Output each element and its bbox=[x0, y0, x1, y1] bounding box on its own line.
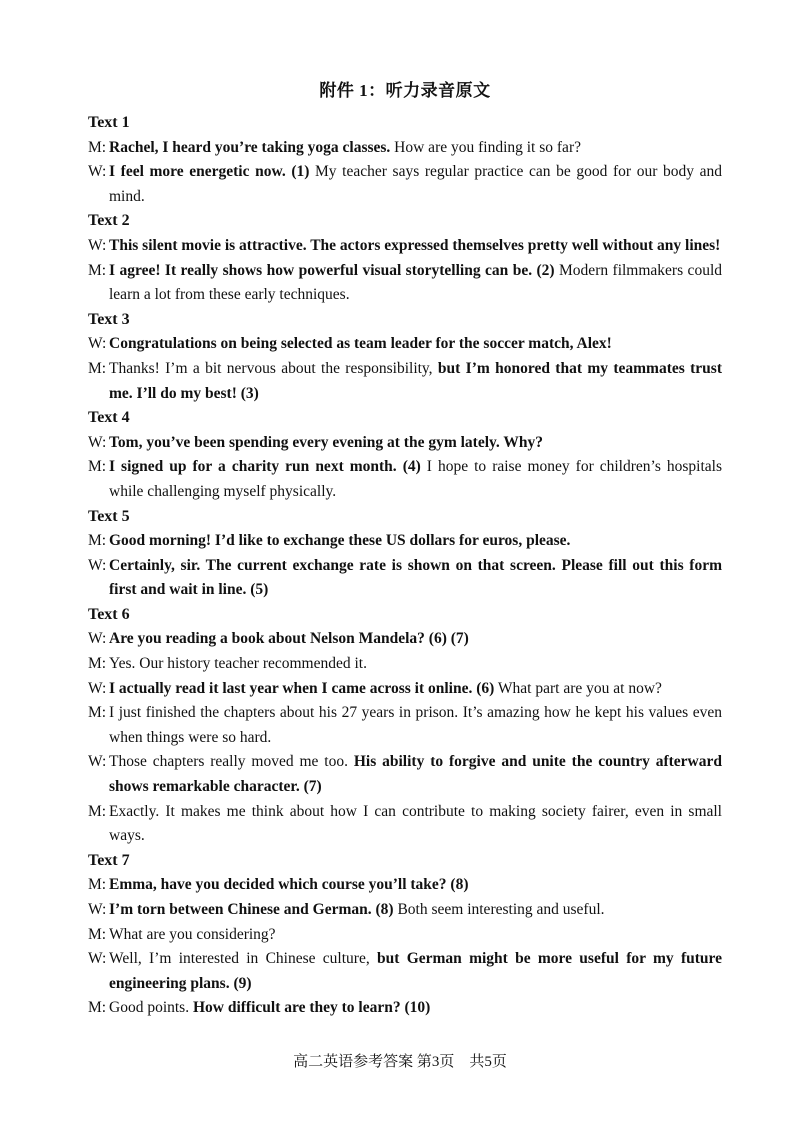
bold-answer-text: Rachel, I heard you’re taking yoga classes. bbox=[109, 138, 391, 156]
plain-text: Modern filmmakers could learn a lot from these early techniques. bbox=[109, 261, 722, 304]
plain-text: Yes. Our history teacher recommended it. bbox=[109, 655, 367, 673]
plain-text: Those chapters really moved me too. bbox=[109, 753, 348, 771]
plain-text: I hope to raise money for children’s hospitals while challenging myself physically. bbox=[109, 458, 723, 500]
utterance-text bbox=[109, 800, 722, 849]
dialogue-line bbox=[88, 529, 722, 554]
speaker-label: M: bbox=[88, 802, 107, 820]
dialogue-line bbox=[88, 800, 722, 849]
dialogue-line bbox=[88, 677, 722, 702]
utterance-text bbox=[109, 627, 722, 652]
speaker-label: W: bbox=[88, 630, 107, 648]
bold-answer-text: I actually read it last year when I came across it online. (6) bbox=[109, 679, 495, 697]
utterance-text bbox=[109, 529, 722, 554]
speaker-label: W: bbox=[88, 433, 107, 451]
dialogue-line bbox=[88, 750, 722, 799]
dialogue-line bbox=[88, 923, 722, 948]
bold-answer-text: This silent movie is attractive. The actors expressed themselves pretty well without any lines! bbox=[109, 236, 721, 254]
plain-text: What are you considering? bbox=[109, 925, 276, 943]
dialogue-line bbox=[88, 160, 722, 209]
utterance-text bbox=[109, 652, 722, 677]
speaker-label: M: bbox=[88, 458, 107, 476]
speaker-label: W: bbox=[88, 753, 107, 771]
section-heading: Text 1 bbox=[88, 114, 130, 131]
speaker-label: W: bbox=[88, 335, 107, 353]
bold-answer-text: I agree! It really shows how powerful visual storytelling can be. (2) bbox=[109, 261, 555, 279]
bold-answer-text: Tom, you’ve been spending every evening at the gym lately. Why? bbox=[109, 433, 544, 451]
bold-answer-text: Good morning! I’d like to exchange these US dollars for euros, please. bbox=[109, 532, 571, 550]
plain-text: How are you finding it so far? bbox=[390, 138, 581, 156]
speaker-label: M: bbox=[88, 876, 107, 894]
dialogue-line bbox=[88, 627, 722, 652]
plain-text: I just finished the chapters about his 27 years in prison. It’s amazing how he kept his values even when things were so hard. bbox=[109, 704, 722, 746]
plain-text: Good points. bbox=[109, 999, 190, 1017]
dialogue-line bbox=[88, 873, 722, 898]
speaker-label: W: bbox=[88, 901, 107, 918]
speaker-label: M: bbox=[88, 138, 107, 156]
bold-answer-text: Are you reading a book about Nelson Mandela? (6) (7) bbox=[109, 630, 469, 648]
utterance-text bbox=[109, 554, 722, 603]
utterance-text bbox=[109, 455, 722, 504]
dialogue-line bbox=[88, 259, 722, 308]
dialogue-line bbox=[88, 898, 722, 923]
bold-answer-text: Emma, have you decided which course you’ll take? (8) bbox=[109, 876, 469, 894]
speaker-label: W: bbox=[88, 556, 107, 574]
dialogue-line bbox=[88, 455, 722, 504]
bold-answer-text: Congratulations on being selected as team leader for the soccer match, Alex! bbox=[109, 335, 612, 353]
utterance-text bbox=[109, 677, 722, 702]
utterance-text bbox=[109, 898, 722, 923]
utterance-text bbox=[109, 357, 722, 406]
section-heading: Text 3 bbox=[88, 310, 130, 328]
utterance-text bbox=[109, 701, 722, 750]
plain-text: What part are you at now? bbox=[494, 679, 662, 697]
section-heading: Text 6 bbox=[88, 605, 130, 623]
speaker-label: M: bbox=[88, 261, 107, 279]
speaker-label: M: bbox=[88, 999, 107, 1017]
speaker-label: W: bbox=[88, 163, 107, 181]
utterance-text bbox=[109, 750, 722, 799]
utterance-text bbox=[109, 259, 722, 308]
dialogue-line bbox=[88, 996, 722, 1021]
utterance-text bbox=[109, 873, 722, 898]
section-heading: Text 5 bbox=[88, 507, 130, 525]
speaker-label: M: bbox=[88, 704, 107, 722]
utterance-text bbox=[109, 160, 722, 209]
section-heading: Text 7 bbox=[88, 851, 130, 869]
speaker-label: W: bbox=[88, 679, 107, 697]
bold-answer-text: His ability to forgive and unite the country afterward shows remarkable character. (7) bbox=[109, 753, 723, 796]
bold-answer-text: but German might be more useful for my future engineering plans. (9) bbox=[109, 950, 722, 992]
dialogue-line bbox=[88, 332, 722, 357]
section-heading: Text 4 bbox=[88, 409, 130, 427]
dialogue-line bbox=[88, 431, 722, 456]
dialogue-line bbox=[88, 357, 722, 406]
utterance-text bbox=[109, 431, 722, 456]
utterance-text bbox=[109, 996, 722, 1021]
section-heading: Text 2 bbox=[88, 212, 130, 230]
plain-text: Both seem interesting and useful. bbox=[393, 901, 605, 918]
bold-answer-text: Certainly, sir. The current exchange rate is shown on that screen. Please fill out this form first and wait in line. (5) bbox=[109, 556, 722, 599]
speaker-label: M: bbox=[88, 532, 107, 550]
dialogue-line bbox=[88, 234, 722, 259]
page-footer: 高二英语参考答案 第3页 共5页 bbox=[293, 1054, 507, 1070]
transcript bbox=[88, 111, 722, 1021]
speaker-label: W: bbox=[88, 236, 107, 254]
bold-answer-text: I’m torn between Chinese and German. (8) bbox=[109, 901, 394, 918]
utterance-text bbox=[109, 136, 722, 161]
utterance-text bbox=[109, 332, 722, 357]
speaker-label: M: bbox=[88, 359, 107, 377]
speaker-label: W: bbox=[88, 950, 107, 968]
plain-text: My teacher says regular practice can be good for our body and mind. bbox=[109, 163, 722, 205]
plain-text: Thanks! I’m a bit nervous about the responsibility, bbox=[109, 359, 433, 377]
utterance-text bbox=[109, 234, 722, 259]
utterance-text bbox=[109, 947, 722, 996]
plain-text: Exactly. It makes me think about how I can contribute to making society fairer, even in small ways. bbox=[109, 802, 722, 845]
speaker-label: M: bbox=[88, 925, 107, 943]
plain-text: Well, I’m interested in Chinese culture, bbox=[109, 950, 370, 968]
bold-answer-text: How difficult are they to learn? (10) bbox=[189, 999, 431, 1017]
dialogue-line bbox=[88, 652, 722, 677]
page-title: 附件 1：听力录音原文 bbox=[319, 81, 491, 100]
dialogue-line bbox=[88, 136, 722, 161]
dialogue-line bbox=[88, 701, 722, 750]
bold-answer-text: I feel more energetic now. (1) bbox=[109, 163, 310, 181]
dialogue-line bbox=[88, 554, 722, 603]
bold-answer-text: but I’m honored that my teammates trust me. I’ll do my best! (3) bbox=[109, 359, 722, 402]
utterance-text bbox=[109, 923, 722, 948]
dialogue-line bbox=[88, 947, 722, 996]
speaker-label: M: bbox=[88, 655, 107, 673]
bold-answer-text: I signed up for a charity run next month. (4) bbox=[109, 458, 421, 476]
